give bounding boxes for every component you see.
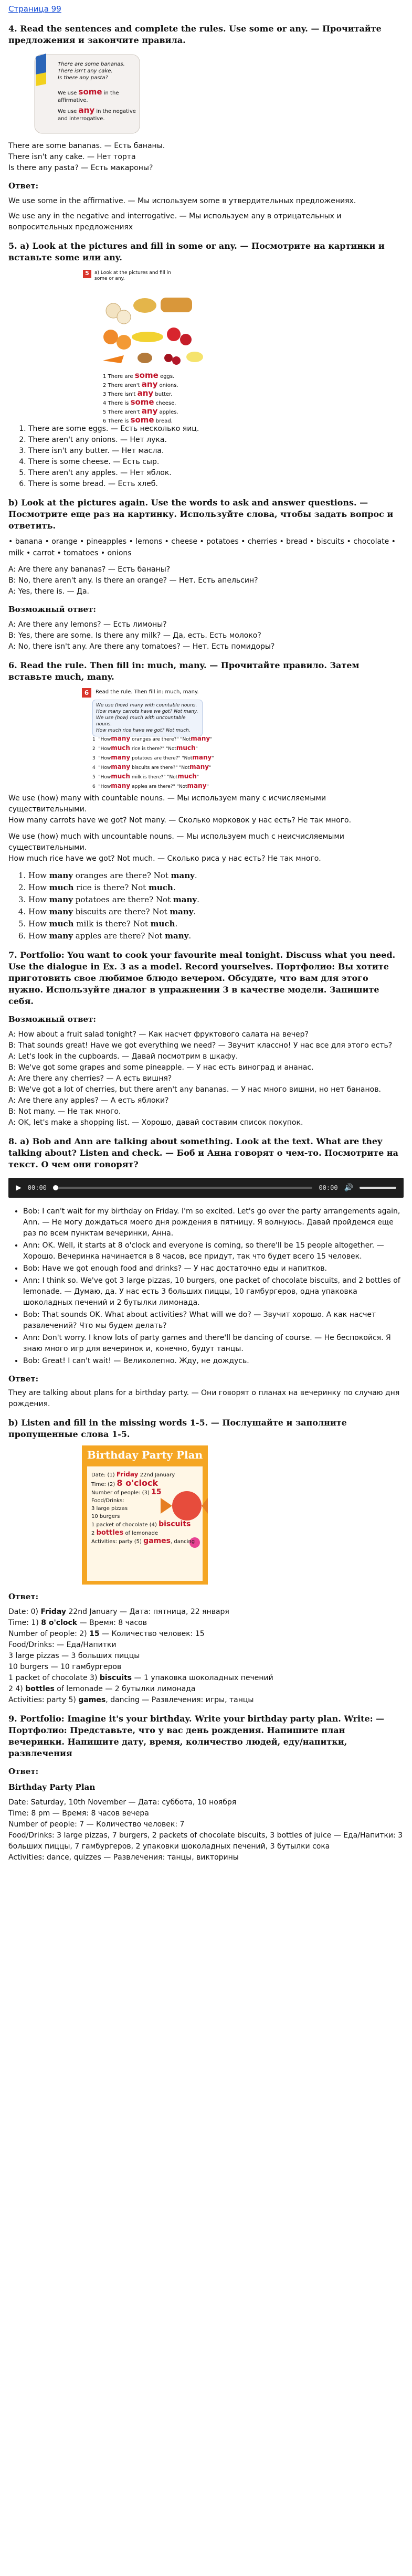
list-item: • Bob: Great! I can't wait! — Великолепно. Жду, не дождусь. (23, 1356, 404, 1367)
task9-answer-label: Ответ: (8, 1767, 39, 1776)
fig6-fill: many (189, 763, 209, 770)
fig5-header: a) Look at the pictures and fill in some or any. (94, 270, 171, 281)
fig6-rule-3: We use (how) much with uncountable nouns. (96, 715, 186, 727)
answer-line (8, 1629, 404, 1640)
fig5-fill: some (130, 415, 154, 425)
task7-lines (8, 1029, 404, 1128)
cheese-icon (133, 298, 156, 313)
qa-line: A: Yes, there is. — Да. (8, 587, 89, 596)
list-item (28, 870, 404, 882)
task8a-title: 8. a) Bob and Ann are talking about something. Look at the text. What are they talking about? Listen and check. — Боб и Анна говорят о чем-то. Посмотрите на текст. О чем они говорят? (8, 1136, 398, 1169)
dialog-line: B: We've got a lot of cherries, but there aren't any bananas. — У нас много вишни, но нет бананов. (8, 1085, 381, 1094)
fig6-b: biscuits are there?" "Not (132, 765, 190, 770)
fig6-num: 6 (82, 688, 91, 698)
fig6-b: apples are there?" "Not (132, 784, 187, 789)
plan-fill: biscuits (159, 1520, 191, 1528)
answer-line (8, 1651, 404, 1662)
list-item: 4. There is some cheese. — Есть сыр. (28, 457, 404, 468)
task5b-words: • banana • orange • pineapples • lemons • cheese • potatoes • cherries • bread • biscuits • chocolate • milk • carrot • tomatoes • onions (8, 537, 396, 557)
task8b-answers (8, 1607, 404, 1706)
dialog-line: A: OK, let's make a shopping list. — Хорошо, давай составим список покупок. (8, 1118, 303, 1127)
text: milk is there? Not (73, 919, 151, 928)
text: 3 large pizzas — 3 больших пиццы (8, 1652, 140, 1660)
answer-line (8, 1684, 404, 1695)
list-item: 5. There aren't any apples. — Нет яблок. (28, 468, 404, 479)
list-item: • Ann: Don't worry. I know lots of party games and there'll be dancing of course. — Не беспокойся. Я знаю много игр для вечеринок и, конечно, будут танцы. (23, 1333, 404, 1355)
flag-yellow-icon (36, 72, 46, 86)
party-plan-title: Birthday Party Plan (87, 1449, 203, 1461)
fig6-c: " (210, 737, 213, 742)
banana-icon (132, 332, 163, 342)
plan-text: 10 burgers (91, 1514, 120, 1519)
fig6-fill: much (111, 744, 130, 752)
text: How (28, 919, 49, 928)
dialog-line: B: That sounds great! Have we got everything we need? — Звучит классно! У нас все для этого есть? (8, 1041, 393, 1050)
plan-label: Date: (1) (91, 1472, 115, 1478)
volume-slider[interactable] (360, 1187, 396, 1189)
task4-answer-2: We use any in the negative and interrogative. — Мы используем any в отрицательных и вопросительных предложениях (8, 212, 342, 231)
potato-icon (138, 353, 152, 363)
fig6-fill: many (111, 754, 131, 761)
fig6-fill: many (111, 763, 131, 770)
fig5-end: cheese. (155, 400, 176, 406)
qa-line: A: Are there any bananas? — Есть бананы? (8, 565, 171, 574)
fig5-n: 2 (103, 383, 107, 388)
answer-word: games (78, 1696, 106, 1704)
plan-line: Time: 8 pm — Время: 8 часов вечера (8, 1809, 149, 1818)
task4-line-3: Is there any pasta? — Есть макароны? (8, 164, 153, 172)
text: How (28, 907, 49, 916)
fig4-s1: There are some bananas. (58, 61, 125, 67)
text: How (28, 883, 49, 892)
plan-line: Date: Saturday, 10th November — Дата: суббота, 10 ноября (8, 1798, 237, 1807)
rule-line: How much rice have we got? Not much. — Сколько риса у нас есть? Не так много. (8, 854, 321, 863)
orange-icon (103, 330, 118, 344)
answer-line (8, 1618, 404, 1629)
fig6-rule-4: How much rice have we got? Not much. (96, 728, 191, 733)
fig5-n: 4 (103, 400, 107, 406)
answer-word: many (173, 895, 197, 904)
task5a-list (8, 424, 404, 490)
list-item: 1. There are some eggs. — Есть несколько яиц. (28, 424, 404, 435)
qa-line: A: Are there any lemons? — Есть лимоны? (8, 620, 167, 629)
egg-icon (117, 310, 131, 324)
fig5-fill: some (134, 371, 159, 380)
list-item: 6. There is some bread. — Есть хлеб. (28, 479, 404, 490)
rule-line: We use (how) many with countable nouns. — Мы используем many с исчисляемыми существительными. (8, 794, 326, 814)
text: . (194, 871, 197, 880)
dialog-line: B: Not many. — Не так много. (8, 1107, 121, 1116)
fig6-c: " (209, 765, 212, 770)
task6-figure (82, 688, 239, 788)
plan-text: 22nd January (140, 1472, 175, 1478)
orange-icon (117, 335, 131, 350)
audio-player (8, 1178, 404, 1198)
task8a-dialog (8, 1206, 404, 1367)
task7-title: 7. Portfolio: You want to cook your favourite meal tonight. Discuss what you need. Use the dialogue in Ex. 3 as a model. Record yourselves. Портфолио: Вы хотите приготовить свое любимое блюдо вечером. Обсудите, что вам для этого нужно. Используйте диалог в упражнении 3 в качестве модели. Запишите себя. (8, 950, 396, 1006)
text: , dancing — Развлечения: игры, танцы (105, 1696, 254, 1704)
text: . (188, 931, 192, 941)
fig6-rows (92, 734, 214, 791)
fig5-text: There aren't (108, 383, 140, 388)
fig6-b: rice is there?" "Not (131, 746, 176, 752)
text: Number of people: 2) (8, 1630, 90, 1638)
text: Food/Drinks: — Еда/Напитки (8, 1641, 117, 1649)
party-plan-figure (82, 1445, 208, 1585)
play-icon[interactable]: ▶ (16, 1184, 22, 1192)
answer-line (8, 1662, 404, 1673)
fig6-rule-2: How many carrots have we got? Not many. (96, 709, 198, 714)
text: 2 4) (8, 1685, 26, 1693)
plan-fill: bottles (96, 1529, 124, 1537)
fig5-rows (103, 372, 178, 425)
text: 22nd January — Дата: пятница, 22 января (66, 1608, 229, 1616)
fig4-s2: There isn't any cake. (58, 68, 113, 74)
page-link[interactable]: Страница 99 (8, 4, 61, 14)
fig4-w1-fill: some (78, 87, 102, 97)
fig6-a: "How (98, 775, 111, 780)
fig5-text: There aren't (108, 409, 140, 415)
task9-plan-title: Birthday Party Plan (8, 1782, 96, 1792)
fig5-n: 5 (103, 409, 107, 415)
answer-line (8, 1695, 404, 1706)
fig6-fill: much (176, 744, 196, 752)
fig5-end: apples. (159, 409, 178, 415)
fig6-b: potatoes are there?" "Not (132, 756, 193, 761)
text: of lemonade — 2 бутылки лимонада (54, 1685, 196, 1693)
plan-label: Number of people: (3) (91, 1490, 150, 1496)
list-item (28, 882, 404, 894)
plan-label: Food/Drinks: (91, 1498, 124, 1504)
fig6-fill: many (111, 782, 131, 789)
dialog-line: B: We've got some grapes and some pineapple. — У нас есть виноград и ананас. (8, 1063, 314, 1072)
list-item: • Bob: I can't wait for my birthday on Friday. I'm so excited. Let's go over the party arrangements again, Ann. — Не могу дождаться моего дня рождения в пятницу. Я волнуюсь. Давай пройдемся еще раз по всем пунктам вечеринки, Анна. (23, 1206, 404, 1239)
cherry-icon (172, 356, 181, 365)
text: Activities: party 5) (8, 1696, 79, 1704)
answer-line (8, 1640, 404, 1651)
fig6-fill: much (111, 773, 130, 780)
plan-fill: Friday (116, 1471, 139, 1478)
text: How (28, 871, 49, 880)
plan-fill: 15 (151, 1488, 162, 1496)
text: biscuits are there? Not (72, 907, 170, 916)
fig6-fill: much (177, 773, 197, 780)
task8b-answer-label: Ответ: (8, 1592, 39, 1601)
task5b-qa (8, 564, 404, 597)
text: How (28, 895, 49, 904)
plan-fill: games (143, 1537, 171, 1545)
fig6-a: "How (98, 784, 111, 789)
fig6-a: "How (98, 756, 111, 761)
task4-answer-1: We use some in the affirmative. — Мы используем some в утвердительных предложениях. (8, 197, 356, 205)
plan-text: 1 packet of chocolate (4) (91, 1522, 157, 1528)
text: . (173, 883, 176, 892)
fig5-n: 6 (103, 418, 107, 424)
task9-title: 9. Portfolio: Imagine it's your birthday. Write your birthday party plan. Write: — Портфолио: Представьте, что у вас день рождения. Напишите план вечеринки. Напишите дату, время, количество людей, еду/напитки, развлечения (8, 1714, 385, 1758)
answer-word: bottles (25, 1685, 55, 1693)
list-item: • Ann: I think so. We've got 3 large pizzas, 10 burgers, one packet of chocolate biscuits, and 2 bottles of lemonade. — Думаю, да. У нас есть 3 больших пиццы, 10 гамбургеров, одна упаковка шоколадных печений и 2 бутылки лимонада. (23, 1275, 404, 1308)
answer-word: many (165, 931, 189, 941)
text: How (28, 931, 49, 941)
answer-word: many (49, 895, 73, 904)
plan-text: of lemonade (125, 1530, 159, 1536)
task6-list (8, 870, 404, 942)
fig5-text: There is (108, 400, 129, 406)
rule-line: How many carrots have we got? Not many. — Сколько морковок у нас есть? Не так много. (8, 816, 352, 825)
fig6-a: "How (98, 737, 111, 742)
task9-lines (8, 1797, 404, 1863)
fig6-c: " (212, 756, 214, 761)
qa-line: A: No, there isn't any. Are there any tomatoes? — Нет. Есть помидоры? (8, 642, 275, 651)
audio-duration: 00:00 (319, 1184, 338, 1191)
fig5-fill: any (137, 388, 154, 398)
task4-line-2: There isn't any cake. — Нет торта (8, 153, 136, 161)
fig5-text: There isn't (108, 392, 136, 397)
text: Date: 0) (8, 1608, 41, 1616)
volume-icon[interactable]: 🔊 (344, 1184, 353, 1192)
fig5-fill: some (130, 397, 154, 407)
answer-word: many (170, 907, 194, 916)
fig5-text: There are (108, 374, 133, 379)
text: apples are there? Not (72, 931, 165, 941)
fig6-fill: many (191, 735, 210, 742)
audio-progress-bar[interactable] (53, 1187, 313, 1189)
text: 1 packet of chocolate 3) (8, 1674, 100, 1682)
dialog-line: A: Let's look in the cupboards. — Давай посмотрим в шкафу. (8, 1052, 238, 1061)
plan-label: Time: (2) (91, 1482, 115, 1487)
task5b-possible-label: Возможный ответ: (8, 605, 96, 614)
plan-label: Activities: party (5) (91, 1539, 142, 1545)
task4-figure (24, 51, 145, 135)
fig4-w2: We use (58, 109, 77, 114)
text: . (175, 919, 178, 928)
fig5-n: 3 (103, 392, 107, 397)
text: 10 burgers — 10 гамбургеров (8, 1663, 122, 1671)
list-item: 3. There isn't any butter. — Нет масла. (28, 446, 404, 457)
fig4-w2-fill: any (78, 105, 95, 115)
rule-line: We use (how) much with uncountable nouns. — Мы используем much с неисчисляемыми существительными. (8, 832, 344, 852)
answer-word: many (49, 931, 73, 941)
plan-text: 3 large pizzas (91, 1506, 128, 1512)
fig4-w1: We use (58, 90, 77, 96)
lemon-icon (186, 352, 203, 362)
answer-word: Friday (40, 1608, 66, 1616)
task4-answers (8, 196, 404, 233)
fig6-n: 6 (92, 784, 96, 789)
task4-line-1: There are some bananas. — Есть бананы. (8, 142, 165, 150)
task8b-title: b) Listen and fill in the missing words 1-5. — Послушайте и заполните пропущенные слова 1-5. (8, 1418, 347, 1439)
fig5-num: 5 (85, 270, 89, 277)
audio-progress-knob[interactable] (53, 1185, 58, 1190)
text: — 1 упаковка шоколадных печений (132, 1674, 273, 1682)
answer-word: many (49, 871, 73, 880)
fig5-text: There is (108, 418, 129, 424)
answer-word: much (49, 919, 74, 928)
cherry-icon (164, 354, 173, 362)
fig5-end: butter. (155, 392, 173, 397)
task4-lines (8, 141, 404, 174)
plan-line: Activities: dance, quizzes — Развлечения: танцы, викторины (8, 1853, 239, 1862)
list-item (28, 906, 404, 918)
fig5-end: eggs. (160, 374, 175, 379)
task6-title: 6. Read the rule. Then fill in: much, many. — Прочитайте правило. Затем вставьте much, many. (8, 660, 360, 682)
task8a-answer: They are talking about plans for a birthday party. — Они говорят о планах на вечеринку по случаю дня рождения. (8, 1389, 400, 1408)
audio-current-time: 00:00 (27, 1184, 47, 1191)
task5b-title: b) Look at the pictures again. Use the words to ask and answer questions. — Посмотрите еще раз на картинку. Используйте слова, чтобы задать вопрос и ответить. (8, 498, 394, 531)
text: Time: 1) (8, 1619, 41, 1627)
party-plan-body (91, 1471, 196, 1546)
fig6-header: Read the rule. Then fill in: much, many. (96, 689, 199, 695)
qa-line: B: Yes, there are some. Is there any milk? — Да, есть. Есть молоко? (8, 631, 261, 640)
flag-blue-icon (36, 54, 46, 75)
fig6-n: 1 (92, 737, 96, 742)
answer-line (8, 1607, 404, 1618)
task5-figure (82, 269, 213, 425)
list-item: • Ann: OK. Well, it starts at 8 o'clock and everyone is coming, so there'll be 15 people altogether. — Хорошо. Вечеринка начинается в 8 часов, все придут, так что будет всего 15 человек. (23, 1240, 404, 1262)
text: . (197, 895, 199, 904)
task6-rules (8, 793, 404, 864)
fig6-fill: many (192, 754, 212, 761)
plan-text: , dancing (171, 1539, 195, 1545)
plan-fill: 8 o'clock (117, 1478, 159, 1488)
tomato-icon (167, 328, 181, 341)
text: potatoes are there? Not (72, 895, 173, 904)
answer-word: many (171, 871, 195, 880)
fig6-rule-1: We use (how) many with countable nouns. (96, 703, 197, 708)
fig6-fill: many (187, 782, 207, 789)
task5a-title: 5. a) Look at the pictures and fill in some or any. — Посмотрите на картинки и вставьте some или any. (8, 241, 385, 262)
fig5-end: onions. (159, 383, 178, 388)
answer-word: 15 (89, 1630, 100, 1638)
fig6-b: milk is there?" "Not (131, 775, 178, 780)
fig6-n: 5 (92, 775, 96, 780)
fig6-n: 4 (92, 765, 96, 770)
task4-title: 4. Read the sentences and complete the rules. Use some or any. — Прочитайте предложения и закончите правила. (8, 24, 382, 45)
fig4-w1-end: in the affirmative. (58, 90, 119, 103)
fig6-n: 3 (92, 756, 96, 761)
plan-line: Number of people: 7 — Количество человек: 7 (8, 1820, 185, 1829)
fig5-end: bread. (155, 418, 173, 424)
fig6-b: oranges are there?" "Not (132, 737, 191, 742)
dialog-line: A: Are there any cherries? — А есть вишня? (8, 1074, 172, 1083)
task4-answer-label: Ответ: (8, 181, 39, 191)
text: — Количество человек: 15 (99, 1630, 205, 1638)
dialog-line: A: Are there any apples? — А есть яблоки? (8, 1096, 169, 1105)
fig4-w2-end: in the negative and interrogative. (58, 109, 136, 122)
tomato-icon (180, 334, 192, 345)
fig6-c: " (195, 746, 198, 752)
answer-word: 8 o'clock (41, 1619, 78, 1627)
fig6-c: " (206, 784, 209, 789)
bread-icon (161, 298, 192, 312)
list-item (28, 894, 404, 906)
fig5-fill: any (141, 406, 158, 416)
fig6-rule-box (92, 700, 203, 736)
fig6-n: 2 (92, 746, 96, 752)
list-item: • Bob: That sounds OK. What about activities? What will we do? — Звучит хорошо. А как насчет развлечений? Что мы будем делать? (23, 1310, 404, 1332)
fig6-fill: many (111, 735, 131, 742)
fig5-n: 1 (103, 374, 107, 379)
answer-word: biscuits (99, 1674, 132, 1682)
task7-possible-label: Возможный ответ: (8, 1015, 96, 1024)
task8a-answer-label: Ответ: (8, 1374, 39, 1384)
fig4-s3: Is there any pasta? (58, 75, 108, 81)
fig5-fill: any (141, 379, 158, 389)
answer-word: many (49, 907, 73, 916)
answer-word: much (148, 883, 173, 892)
list-item: • Bob: Have we got enough food and drinks? — У нас достаточно еды и напитков. (23, 1263, 404, 1274)
list-item (28, 918, 404, 930)
fig6-c: " (196, 775, 199, 780)
list-item: 2. There aren't any onions. — Нет лука. (28, 435, 404, 446)
answer-word: much (49, 883, 74, 892)
list-item (28, 930, 404, 942)
fig6-a: "How (98, 746, 111, 752)
qa-line: B: No, there aren't any. Is there an orange? — Нет. Есть апельсин? (8, 576, 258, 585)
text: — Время: 8 часов (77, 1619, 147, 1627)
text: oranges are there? Not (72, 871, 171, 880)
plan-line: Food/Drinks: 3 large pizzas, 7 burgers, 2 packets of chocolate biscuits, 3 bottles of juice — Еда/Напитки: 3 больших пиццы, 7 гамбургеров, 2 упаковки шоколадных печений, 3 бутылки сока (8, 1831, 403, 1851)
plan-text: 2 (91, 1530, 95, 1536)
text: rice is there? Not (73, 883, 149, 892)
answer-word: much (150, 919, 175, 928)
dialog-line: A: How about a fruit salad tonight? — Как насчет фруктового салата на вечер? (8, 1030, 309, 1039)
text: . (193, 907, 196, 916)
fig6-a: "How (98, 765, 111, 770)
answer-line (8, 1673, 404, 1684)
task5b-possible (8, 619, 404, 652)
